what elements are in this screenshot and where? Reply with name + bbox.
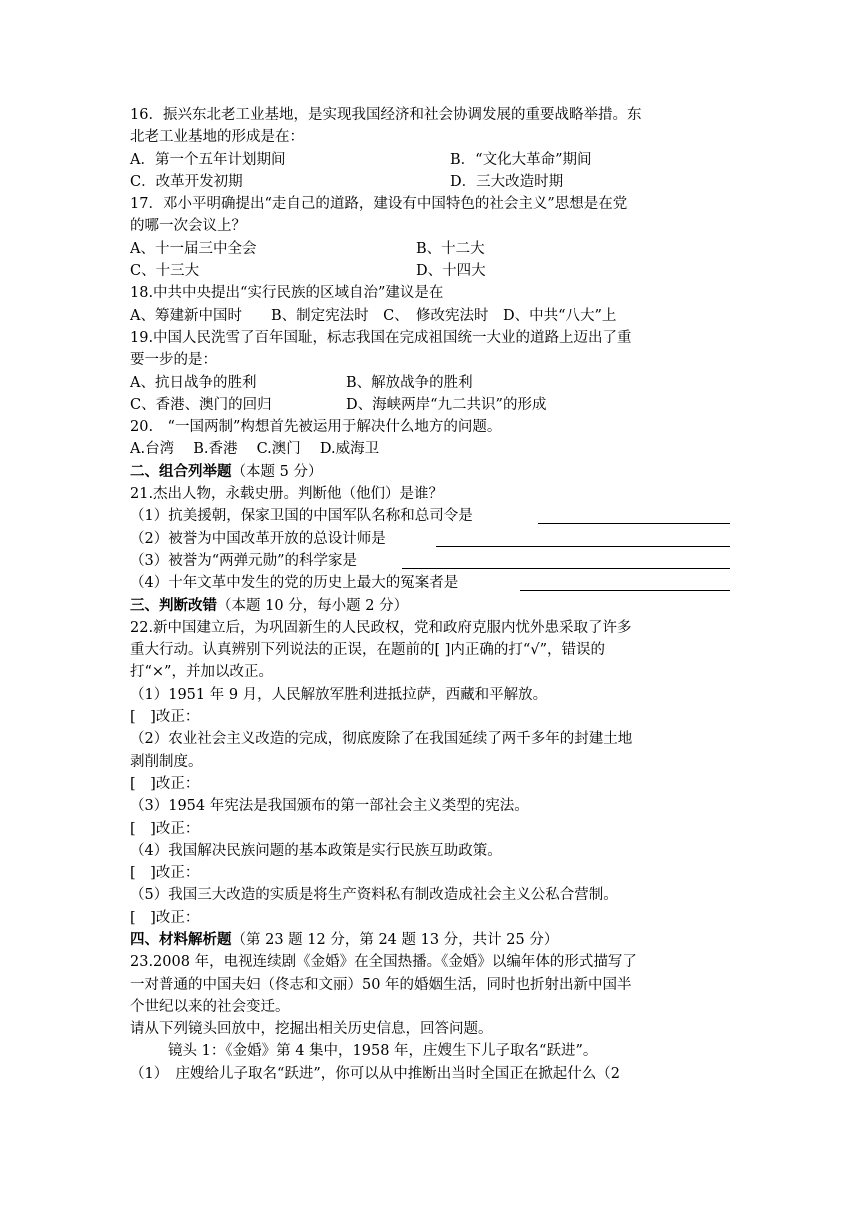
q22-item-2-line1: （2）农业社会主义改造的完成，彻底废除了在我国延续了两千多年的封建土地 <box>130 731 633 748</box>
section-4-note: （第 23 题 12 分，第 24 题 13 分，共计 25 分） <box>231 931 559 948</box>
q22-correction-3[interactable]: [ ]改正： <box>130 820 200 837</box>
q23-sub-question-1: （1） 庄嫂给儿子取名“跃进”，你可以从中推断出当时全国正在掀起什么（2 <box>130 1065 621 1082</box>
q19-option-b: B、解放战争的胜利 <box>346 374 473 391</box>
section-3-heading <box>130 595 730 617</box>
q16-option-a: A．第一个五年计划期间 <box>130 151 286 168</box>
q22-item-5: （5）我国三大改造的实质是将生产资料私有制改造成社会主义公私合营制。 <box>130 887 618 904</box>
q16-stem-line1: 16．振兴东北老工业基地，是实现我国经济和社会协调发展的重要战略举措。东 <box>130 107 642 123</box>
q16-stem-line2: 北老工业基地的形成是在： <box>130 129 304 146</box>
q22-correction-4[interactable]: [ ]改正： <box>130 865 200 882</box>
q17-stem-line1: 17．邓小平明确提出“走自己的道路，建设有中国特色的社会主义”思想是在党 <box>130 196 628 213</box>
q22-stem-line1: 22.新中国建立后，为巩固新生的人民政权，党和政府克服内忧外患采取了许多 <box>130 619 632 636</box>
answer-blank[interactable] <box>402 550 730 569</box>
q18-stem: 18.中共中央提出“实行民族的区域自治”建议是在 <box>130 285 444 302</box>
q17-options-row1 <box>130 238 730 260</box>
q21-item-2: （2）被誉为中国改革开放的总设计师是 <box>130 528 730 550</box>
q19-option-d: D、海峡两岸“九二共识”的形成 <box>346 396 547 413</box>
q23-stem-line3: 个世纪以来的社会变迁。 <box>130 998 290 1015</box>
q22-item-4: （4）我国解决民族问题的基本政策是实行民族互助政策。 <box>130 842 502 859</box>
q20-options: A.台湾 B.香港 C.澳门 D.威海卫 <box>130 441 380 458</box>
q22-correction-2[interactable]: [ ]改正： <box>130 775 200 792</box>
q17-option-a: A、十一届三中全会 <box>130 240 257 257</box>
section-2-title: 二、组合列举题 <box>130 463 232 480</box>
section-2-heading <box>130 461 730 483</box>
q16-option-d: D．三大改造时期 <box>450 173 564 190</box>
q20-stem: 20. “一国两制”构想首先被运用于解决什么地方的问题。 <box>130 419 502 436</box>
exam-page <box>130 104 730 1085</box>
q19-option-c: C、香港、澳门的回归 <box>130 396 272 413</box>
q21-item-1: （1）抗美援朝，保家卫国的中国军队名称和总司令是 <box>130 505 730 527</box>
q22-stem-line3: 打“×”，并加以改正。 <box>130 664 273 681</box>
q16-option-b: B．“文化大革命”期间 <box>450 151 592 168</box>
q17-stem-line2: 的哪一次会议上？ <box>130 218 246 235</box>
q22-correction-5[interactable]: [ ]改正： <box>130 909 200 926</box>
q19-options-row2 <box>130 394 730 416</box>
q23-stem-line1: 23.2008 年，电视连续剧《金婚》在全国热播。《金婚》以编年体的形式描写了 <box>130 954 637 971</box>
q22-correction-1[interactable]: [ ]改正： <box>130 709 200 726</box>
q17-option-c: C、十三大 <box>130 263 200 280</box>
q22-item-3: （3）1954 年宪法是我国颁布的第一部社会主义类型的宪法。 <box>130 798 529 815</box>
q19-stem-line2: 要一步的是： <box>130 352 217 369</box>
q17-option-b: B、十二大 <box>416 240 485 257</box>
section-3-title: 三、判断改错 <box>130 597 217 614</box>
q19-stem-line1: 19.中国人民洗雪了百年国耻，标志我国在完成祖国统一大业的道路上迈出了重 <box>130 329 632 346</box>
section-4-heading <box>130 929 730 951</box>
q22-stem-line2: 重大行动。认真辨别下列说法的正误，在题前的[ ]内正确的打“√”，错误的 <box>130 642 605 659</box>
q23-shot-1: 镜头 1：《金婚》第 4 集中，1958 年，庄嫂生下儿子取名“跃进”。 <box>168 1043 598 1060</box>
q17-option-d: D、十四大 <box>416 263 486 280</box>
q21-item-4: （4）十年文革中发生的党的历史上最大的冤案者是 <box>130 572 730 594</box>
answer-blank[interactable] <box>520 572 730 591</box>
section-4-title: 四、材料解析题 <box>130 931 232 948</box>
q16-options-row2 <box>130 171 730 193</box>
q23-stem-line2: 一对普通的中国夫妇（佟志和文丽）50 年的婚姻生活，同时也折射出新中国半 <box>130 976 632 993</box>
q16-options-row1 <box>130 149 730 171</box>
q19-option-a: A、抗日战争的胜利 <box>130 374 257 391</box>
q22-item-2-line2: 剥削制度。 <box>130 753 203 770</box>
q22-item-1: （1）1951 年 9 月，人民解放军胜利进抵拉萨，西藏和平解放。 <box>130 686 548 703</box>
answer-blank[interactable] <box>538 505 730 524</box>
q21-item-3: （3）被誉为“两弹元勋”的科学家是 <box>130 550 730 572</box>
q17-options-row2 <box>130 260 730 282</box>
section-3-note: （本题 10 分，每小题 2 分） <box>217 597 409 614</box>
answer-blank[interactable] <box>436 528 730 547</box>
q18-options: A、筹建新中国时 B、制定宪法时 C、 修改宪法时 D、中共“八大”上 <box>130 307 617 324</box>
section-2-note: （本题 5 分） <box>231 463 323 480</box>
q23-instruction: 请从下列镜头回放中，挖掘出相关历史信息，回答问题。 <box>130 1021 493 1038</box>
q19-options-row1 <box>130 372 730 394</box>
q21-stem: 21.杰出人物，永载史册。判断他（他们）是谁？ <box>130 486 444 503</box>
q16-option-c: C．改革开发初期 <box>130 173 243 190</box>
